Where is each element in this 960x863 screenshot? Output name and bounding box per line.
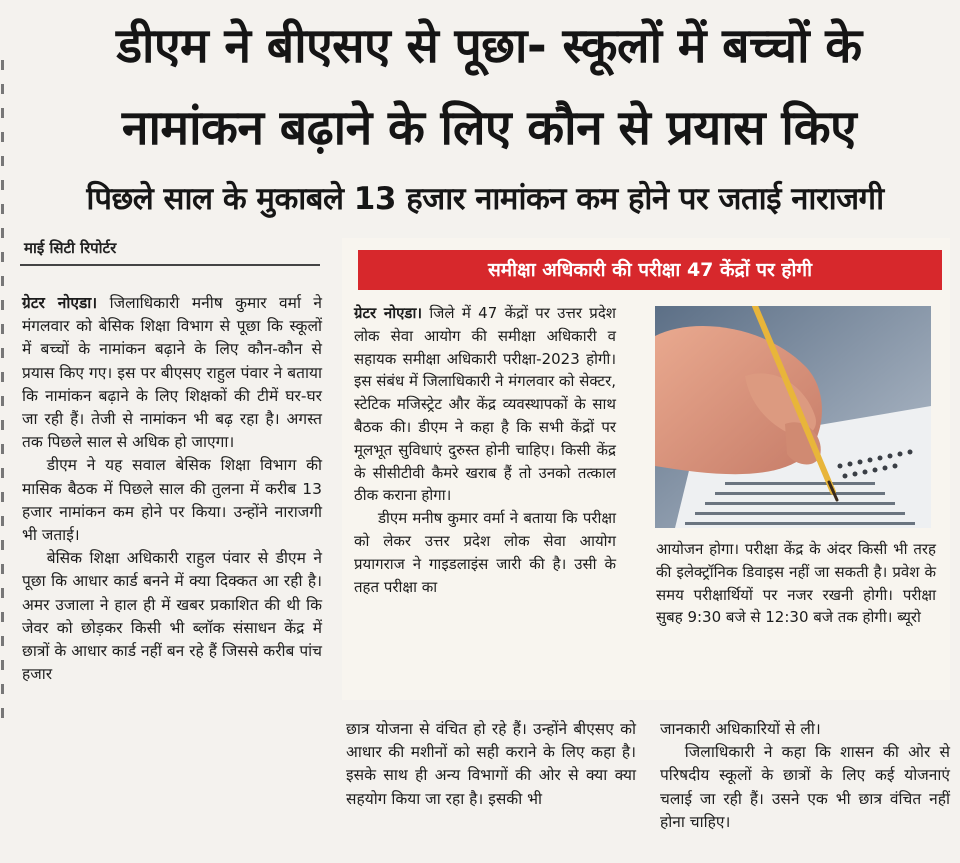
sidebar-story-dateline: ग्रेटर नोएडा। xyxy=(354,304,423,322)
main-story-paragraph-2: डीएम ने यह सवाल बेसिक शिक्षा विभाग की मासिक बैठक में पिछले साल की तुलना में करीब 13 हजार नामांकन कम होने पर किया। उन्होंने नाराजगी भी जताई। xyxy=(22,456,322,545)
main-story-paragraph-1-text: जिलाधिकारी मनीष कुमार वर्मा ने मंगलवार को बेसिक शिक्षा विभाग से पूछा कि स्कूलों में बच्चों के नामांकन बढ़ाने के लिए कौन-कौन से प्रयास किए गए। इस पर बीएसए राहुल पंवार ने बताया कि नामांकन बढ़ाने के लिए शिक्षकों की टीमें घर-घर जा रही हैं। तेजी से नामांकन भी बढ़ रहा है। अगस्त तक पिछले साल से अधिक हो जाएगा। xyxy=(22,294,322,452)
page-edge-marks xyxy=(0,60,6,732)
main-story-column-3 xyxy=(660,718,950,834)
sidebar-story-column-2 xyxy=(656,538,936,629)
byline-divider xyxy=(20,264,320,266)
sidebar-story-paragraph-1-text: जिले में 47 केंद्रों पर उत्तर प्रदेश लोक सेवा आयोग की समीक्षा अधिकारी व सहायक समीक्षा अधिकारी परीक्षा-2023 होगी। इस संबंध में जिलाधिकारी ने मंगलवार को सेक्टर, स्टेटिक मजिस्ट्रेट और केंद्र व्यवस्थापकों के साथ बैठक की। डीएम ने कहा है कि सभी केंद्रों पर मूलभूत सुविधाएं दुरुस्त होनी चाहिए। किसी केंद्र के सीसीटीवी कैमरे खराब हैं तो उनको तत्काल ठीक कराना होगा। xyxy=(354,304,616,505)
byline: माई सिटी रिपोर्टर xyxy=(24,239,117,257)
sidebar-story-paragraph-2: डीएम मनीष कुमार वर्मा ने बताया कि परीक्षा को लेकर उत्तर प्रदेश लोक सेवा आयोग प्रयागराज ने गाइडलाइंस जारी की है। उसी के तहत परीक्षा का xyxy=(354,509,616,596)
main-story-paragraph-3: बेसिक शिक्षा अधिकारी राहुल पंवार से डीएम ने पूछा कि आधार कार्ड बनने में क्या दिक्कत आ रही है। अमर उजाला ने हाल ही में खबर प्रकाशित की थी कि जेवर को छोड़कर किसी भी ब्लॉक संसाधन केंद्र में छात्रों के आधार कार्ड नहीं बन रहे हैं जिससे करीब पांच हजार xyxy=(22,549,322,684)
subheadline: पिछले साल के मुकाबले 13 हजार नामांकन कम होने पर जताई नाराजगी xyxy=(86,181,884,217)
main-story-column-1 xyxy=(22,292,322,686)
headline-line-2: नामांकन बढ़ाने के लिए कौन से प्रयास किए xyxy=(121,100,857,156)
main-story-paragraph-1 xyxy=(22,292,322,454)
sidebar-story-column-1 xyxy=(354,302,616,598)
headline-line-1: डीएम ने बीएसए से पूछा- स्कूलों में बच्चों के xyxy=(116,18,862,74)
exam-answer-sheet-photo xyxy=(655,306,931,528)
main-story-col3-paragraph-1: जानकारी अधिकारियों से ली। xyxy=(660,720,821,738)
main-story-column-2 xyxy=(346,718,636,811)
sidebar-story-paragraph-3: आयोजन होगा। परीक्षा केंद्र के अंदर किसी भी तरह की इलेक्ट्रॉनिक डिवाइस नहीं जा सकती है। प्रवेश के समय परीक्षार्थियों पर नजर रखनी होगी। परीक्षा सुबह 9:30 बजे से 12:30 बजे तक होगी। ब्यूरो xyxy=(656,540,936,627)
sidebar-story-banner: समीक्षा अधिकारी की परीक्षा 47 केंद्रों पर होगी xyxy=(358,250,942,290)
main-story-continuation: छात्र योजना से वंचित हो रहे हैं। उन्होंने बीएसए को आधार की मशीनों को सही कराने के लिए कहा है। इसके साथ ही अन्य विभागों की ओर से क्या क्या सहयोग किया जा रहा है। इसकी भी xyxy=(346,720,636,808)
main-story-dateline: ग्रेटर नोएडा। xyxy=(22,294,98,312)
sidebar-story-paragraph-1 xyxy=(354,302,616,507)
main-story-col3-paragraph-2: जिलाधिकारी ने कहा कि शासन की ओर से परिषदीय स्कूलों के छात्रों के लिए कई योजनाएं चलाई जा रही हैं। उसने एक भी छात्र वंचित नहीं होना चाहिए। xyxy=(660,743,950,831)
